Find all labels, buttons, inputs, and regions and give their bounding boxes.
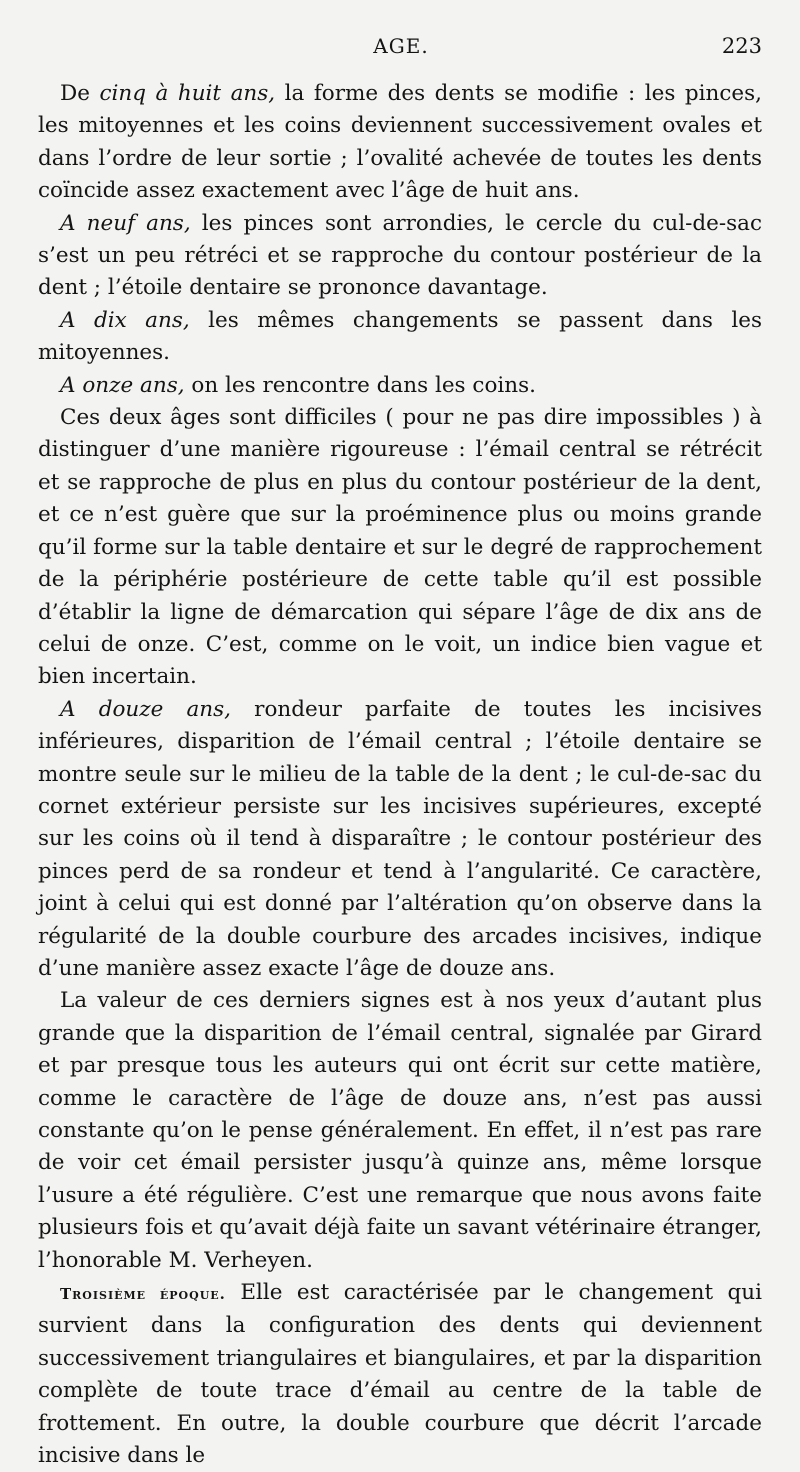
paragraph-deux-ages-difficiles <box>38 402 762 694</box>
paragraph-lead: A douze ans, <box>60 696 232 722</box>
page-header <box>40 30 762 66</box>
paragraph-lead: A onze ans, <box>60 372 185 398</box>
paragraph-valeur-des-signes <box>38 985 762 1277</box>
page-number: 223 <box>721 34 762 58</box>
section-label: Troisième époque. <box>60 1285 226 1304</box>
paragraph-douze-ans <box>38 694 762 986</box>
paragraph-onze-ans <box>38 370 762 402</box>
paragraph-text: la forme des dents se modifie : les pinces, les mitoyennes et les coins deviennent successivement ovales et dans l’ordre de leur sortie ; l’ovalité achevée de toutes les dents coïncide assez exactement avec l’âge de huit ans. <box>38 81 763 204</box>
paragraph-neuf-ans <box>38 208 762 305</box>
paragraph-troisieme-epoque <box>38 1277 762 1472</box>
paragraph-dix-ans <box>38 305 762 370</box>
paragraph-lead-prefix: De <box>60 81 100 106</box>
body-text <box>38 78 762 1472</box>
paragraph-lead: A dix ans, <box>60 307 190 333</box>
paragraph-text: on les rencontre dans les coins. <box>184 372 537 398</box>
paragraph-text: Elle est caractérisée par le changement qui survient dans la configuration des dents qui deviennent successivement triangulaires et biangulaires, et par la disparition complète de toute trace d’émail au centre de la table de frottement. En outre, la double courbure que décrit l’arcade incisive dans le <box>38 1280 763 1469</box>
paragraph-lead: cinq à huit ans, <box>99 81 276 106</box>
running-title: AGE. <box>373 34 429 58</box>
paragraph-text: Ces deux âges sont difficiles ( pour ne pas dire impossibles ) à distinguer d’une manière rigoureuse : l’émail central se rétrécit et se rapproche de plus en plus du contour postérieur de la dent, et ce n’est guère que sur la proéminence plus ou moins grande qu’il forme sur la table dentaire et sur le degré de rapprochement de la périphérie postérieure de cette table qu’il est possible d’établir la ligne de démarcation qui sépare l’âge de dix ans de celui de onze. C’est, comme on le voit, un indice bien vague et bien incertain. <box>38 405 762 690</box>
paragraph-lead: A neuf ans, <box>60 210 191 236</box>
paragraph-text: La valeur de ces derniers signes est à nos yeux d’autant plus grande que la disparition de l’émail central, signalée par Girard et par presque tous les auteurs qui ont écrit sur cette matière, comme le caractère de l’âge de douze ans, n’est pas aussi constante qu’on le pense généralement. En effet, il n’est pas rare de voir cet émail persister jusqu’à quinze ans, même lorsque l’usure a été régulière. C’est une remarque que nous avons faite plusieurs fois et qu’avait déjà faite un savant vétérinaire étranger, l’honorable M. Verheyen. <box>38 988 762 1273</box>
paragraph-text: rondeur parfaite de toutes les incisives inférieures, disparition de l’émail central ; l’étoile dentaire se montre seule sur le milieu de la table de la dent ; le cul-de-sac du cornet extérieur persiste sur les incisives supérieures, excepté sur les coins où il tend à disparaître ; le contour postérieur des pinces perd de sa rondeur et tend à l’angularité. Ce caractère, joint à celui qui est donné par l’altération qu’on observe dans la régularité de la double courbure des arcades incisives, indique d’une manière assez exacte l’âge de douze ans. <box>38 696 762 981</box>
paragraph-text: les pinces sont arrondies, le cercle du cul-de-sac s’est un peu rétréci et se rapproche du contour postérieur de la dent ; l’étoile dentaire se prononce davantage. <box>38 210 762 301</box>
paragraph-cinq-a-huit-ans <box>38 78 762 208</box>
paragraph-text: les mêmes changements se passent dans les mitoyennes. <box>38 307 763 366</box>
